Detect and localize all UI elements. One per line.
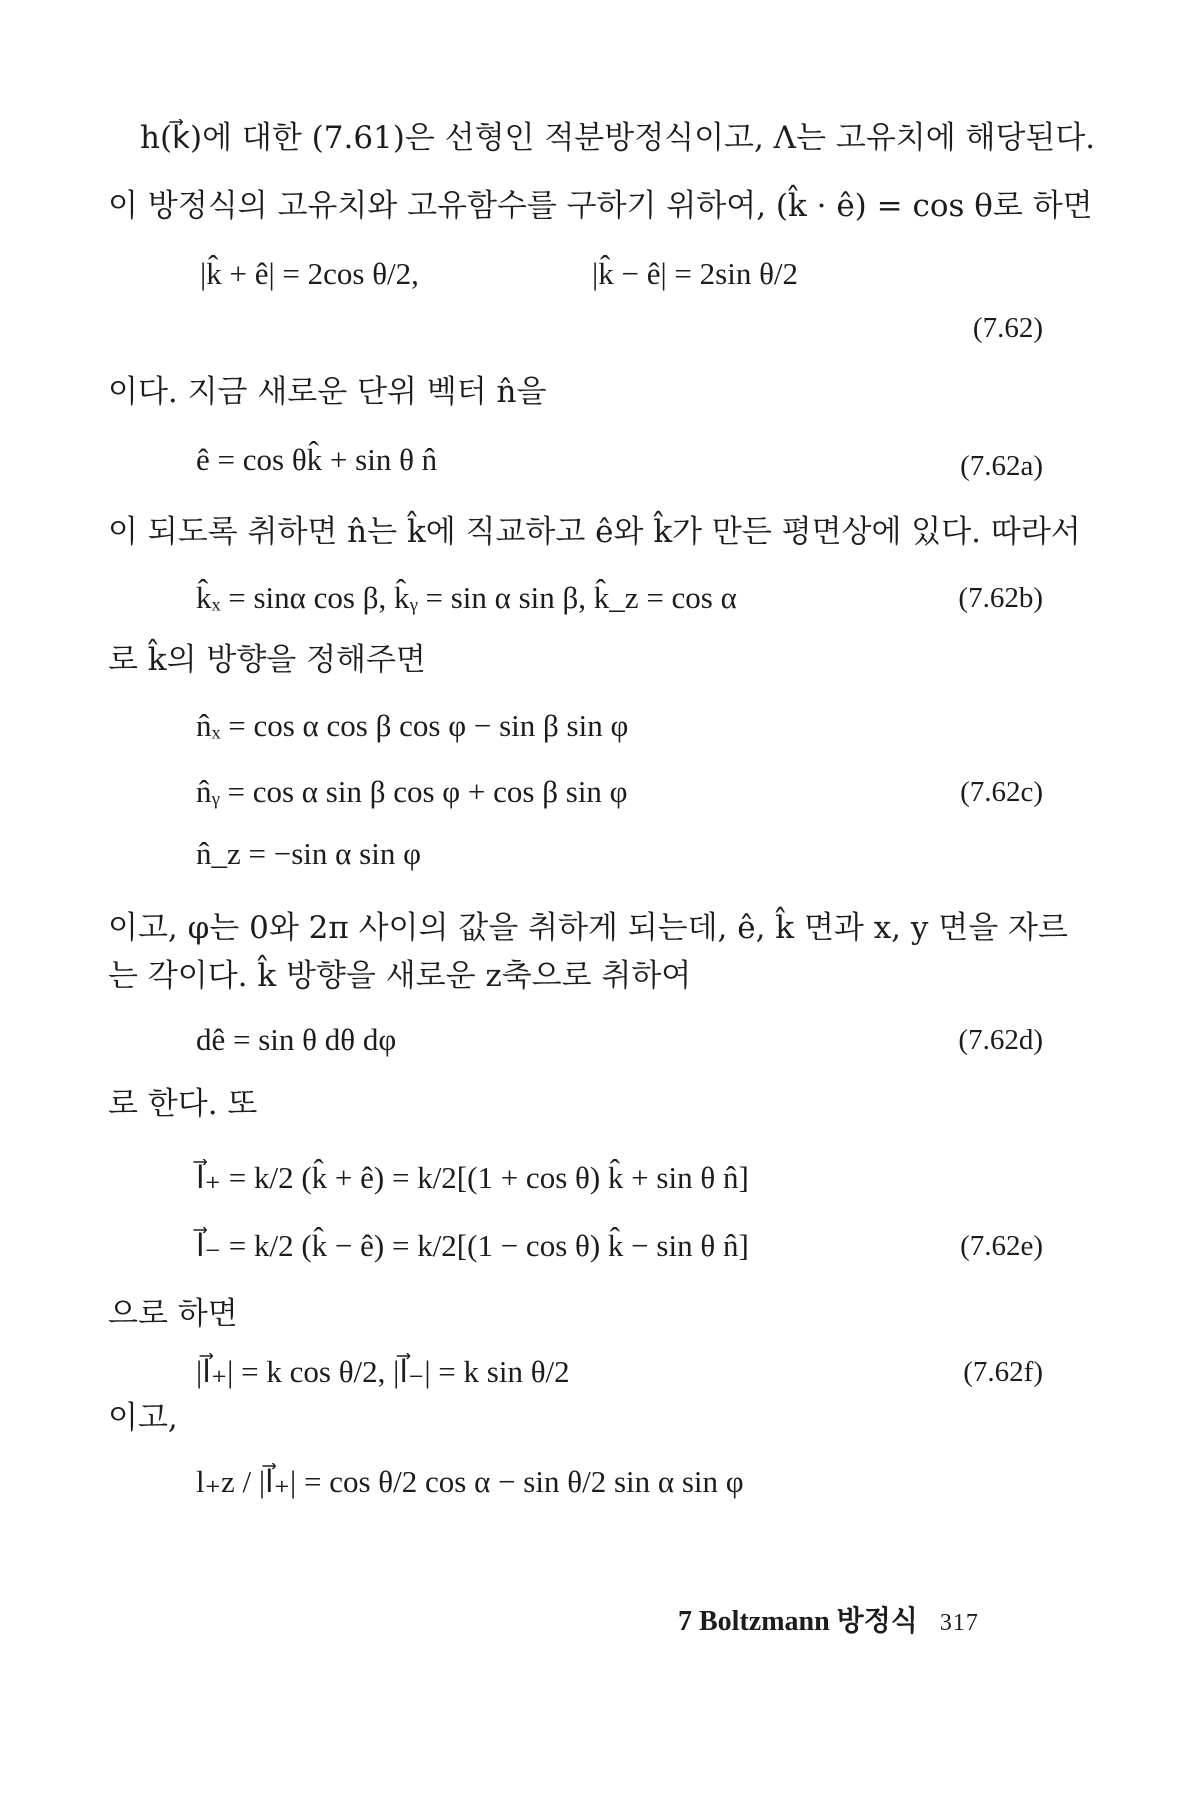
equation-l-plus-z-ratio: l₊z / |l⃗₊| = cos θ/2 cos α − sin θ/2 sin α sin φ — [196, 1464, 744, 1499]
equation-7-62e-line2: l⃗₋ = k/2 (k̂ − ê) = k/2[(1 − cos θ) k̂ − sin θ n̂] — [196, 1228, 749, 1263]
equation-7-62d: dê = sin θ dθ dφ — [196, 1022, 397, 1057]
equation-7-62-right: |k̂ − ê| = 2sin θ/2 — [592, 256, 799, 291]
body-text-line: h(k⃗)에 대한 (7.61)은 선형인 적분방정식이고, Λ는 고유치에 해당된다. — [140, 120, 1096, 156]
body-text-line: 는 각이다. k̂ 방향을 새로운 z축으로 취하여 — [108, 958, 692, 994]
body-text-line: 이 되도록 취하면 n̂는 k̂에 직교하고 ê와 k̂가 만든 평면상에 있다. 따라서 — [108, 514, 1081, 550]
body-text-line: 로 k̂의 방향을 정해주면 — [108, 642, 426, 678]
page-footer — [678, 1604, 979, 1641]
body-text-line: 으로 하면 — [108, 1296, 238, 1332]
equation-number: (7.62a) — [960, 450, 1043, 482]
equation-7-62b: k̂ₓ = sinα cos β, k̂ᵧ = sin α sin β, k̂_z = cos α — [196, 580, 737, 615]
equation-number: (7.62) — [972, 312, 1043, 344]
equation-7-62-left: |k̂ + ê| = 2cos θ/2, — [200, 256, 419, 291]
body-text-line: 이고, — [108, 1400, 178, 1436]
equation-7-62f: |l⃗₊| = k cos θ/2, |l⃗₋| = k sin θ/2 — [196, 1354, 570, 1389]
equation-number: (7.62d) — [958, 1024, 1043, 1056]
running-footer-chapter: 7 Boltzmann 방정식 — [678, 1606, 918, 1637]
equation-number: (7.62f) — [963, 1356, 1043, 1388]
body-text-line: 이다. 지금 새로운 단위 벡터 n̂을 — [108, 374, 547, 410]
equation-7-62e-line1: l⃗₊ = k/2 (k̂ + ê) = k/2[(1 + cos θ) k̂ + sin θ n̂] — [196, 1160, 749, 1195]
equation-7-62c-line2: n̂ᵧ = cos α sin β cos φ + cos β sin φ — [196, 774, 628, 809]
equation-7-62a: ê = cos θk̂ + sin θ n̂ — [196, 442, 438, 477]
equation-number: (7.62c) — [960, 776, 1043, 808]
equation-number: (7.62b) — [958, 582, 1043, 614]
equation-7-62c-line3: n̂_z = −sin α sin φ — [196, 836, 421, 871]
page-number: 317 — [939, 1610, 979, 1636]
body-text-line: 이 방정식의 고유치와 고유함수를 구하기 위하여, (k̂ · ê) = cos θ로 하면 — [108, 188, 1093, 224]
body-text-line: 이고, φ는 0와 2π 사이의 값을 취하게 되는데, ê, k̂ 면과 x, y 면을 자르 — [108, 910, 1068, 946]
equation-number: (7.62e) — [960, 1230, 1043, 1262]
equation-7-62c-line1: n̂ₓ = cos α cos β cos φ − sin β sin φ — [196, 708, 629, 743]
body-text-line: 로 한다. 또 — [108, 1086, 258, 1122]
